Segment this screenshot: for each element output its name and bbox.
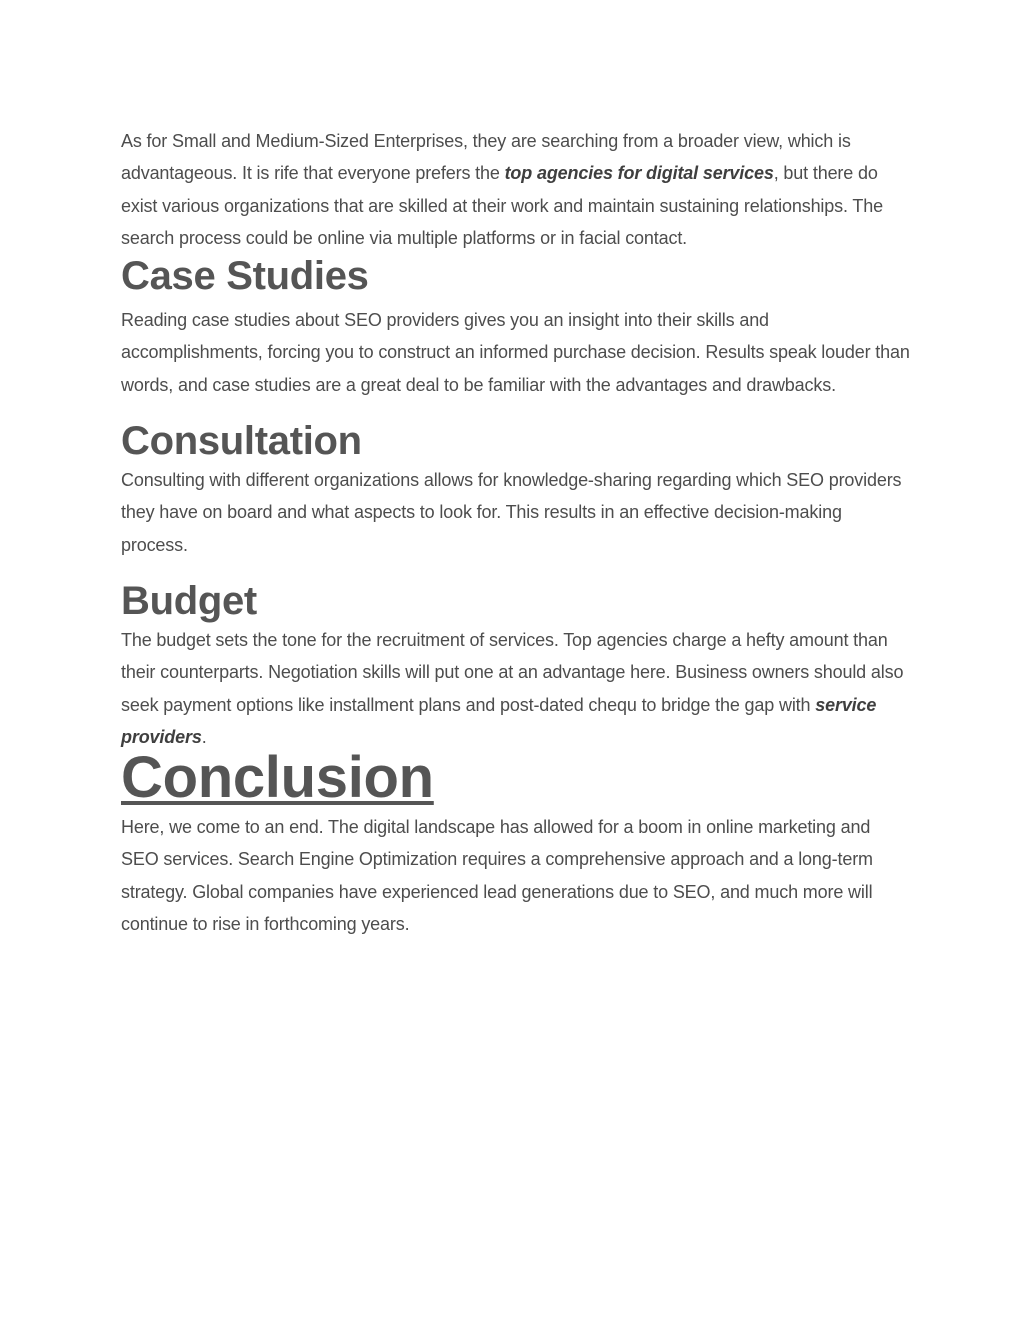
- conclusion-paragraph: Here, we come to an end. The digital landscape has allowed for a boom in online marketing and SEO services. Search Engine Optimization requires a comprehensive approach and a long-term strategy. Global companies have experienced lead generations due to SEO, and much more will continue to rise in forthcoming years.: [121, 817, 873, 935]
- consultation-heading: Consultation: [121, 419, 362, 464]
- case-studies-heading: Case Studies: [121, 254, 369, 299]
- intro-paragraph: [121, 125, 911, 254]
- intro-text-end: , but there do exist various organizations that are skilled at their work and maintain sustaining relationships. The search process could be online via multiple platforms or in facial contact.: [121, 163, 883, 248]
- conclusion-heading: Conclusion: [121, 745, 434, 811]
- case-studies-paragraph: Reading case studies about SEO providers gives you an insight into their skills and accomplishments, forcing you to construct an informed purchase decision. Results speak louder than words, and case studies are a great deal to be familiar with the advantages and drawbacks.: [121, 310, 910, 395]
- budget-emphasis-text: service providers: [121, 694, 877, 747]
- document-page: [121, 125, 911, 940]
- intro-emphasis-link-text: top agencies for digital services: [504, 163, 774, 184]
- consultation-paragraph: Consulting with different organizations allows for knowledge-sharing regarding which SEO providers they have on board and what aspects to look for. This results in an effective decision-making process.: [121, 470, 902, 555]
- budget-heading: Budget: [121, 578, 257, 623]
- budget-text-end: .: [201, 726, 207, 747]
- budget-text-start: The budget sets the tone for the recruitment of services. Top agencies charge a hefty amount than their counterparts. Negotiation skills will put one at an advantage here. Business owners should also seek payment options like installment plans and post-dated chequ to bridge the gap with: [121, 629, 904, 715]
- budget-paragraph: [121, 624, 911, 753]
- intro-text-start: As for Small and Medium-Sized Enterprises, they are searching from a broader view, which is advantageous. It is rife that everyone prefers the: [121, 131, 851, 184]
